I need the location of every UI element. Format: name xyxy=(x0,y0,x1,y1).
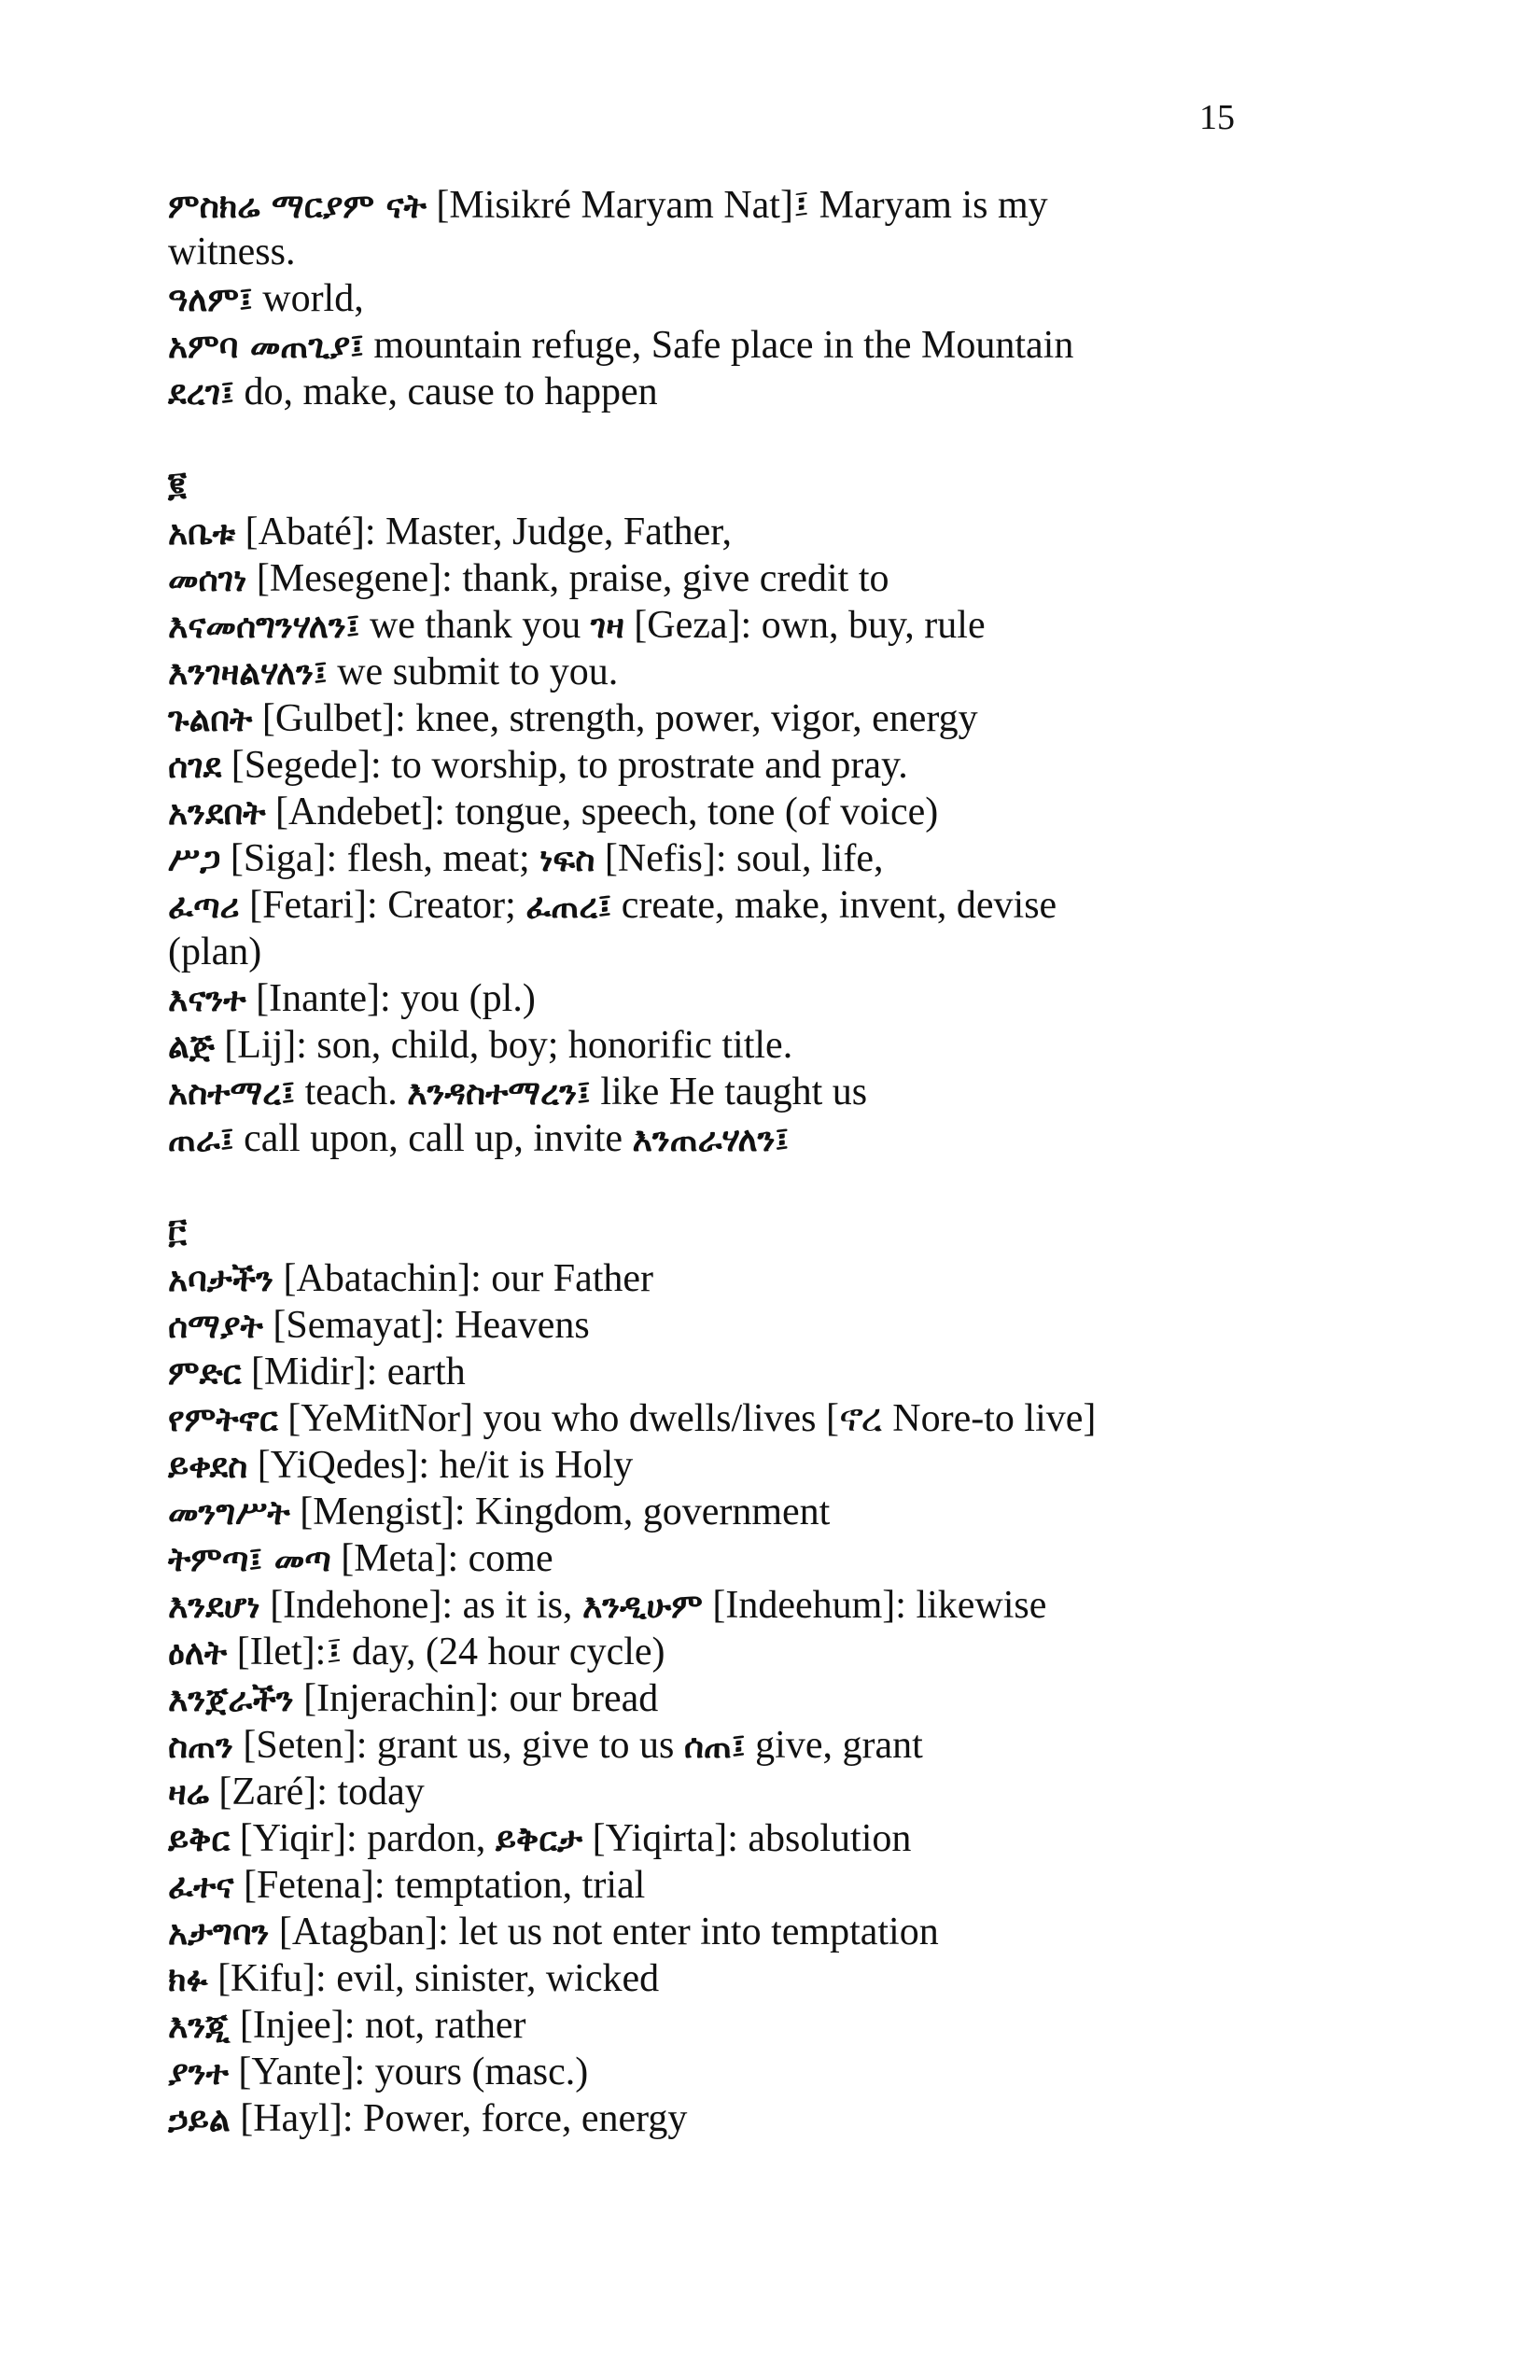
english-gloss: [Injerachin]: our bread xyxy=(293,1677,659,1720)
amharic-term: አንደበት xyxy=(168,794,266,833)
glossary-entry xyxy=(168,275,1359,322)
english-gloss: [Indehone]: as it is, xyxy=(259,1584,582,1627)
english-gloss: [Zaré]: today xyxy=(208,1771,425,1813)
glossary-entry xyxy=(168,1302,1359,1349)
amharic-term: እንደሆነ xyxy=(168,1588,260,1626)
english-gloss: [Siga]: flesh, meat; xyxy=(220,837,540,880)
glossary-entry xyxy=(168,929,1359,975)
english-gloss: [Atagban]: let us not enter into temptation xyxy=(269,1911,939,1953)
english-gloss: [Yante]: yours (masc.) xyxy=(228,2051,589,2093)
amharic-term: ይቅርታ xyxy=(495,1821,583,1859)
amharic-term: አታግባን xyxy=(168,1914,270,1953)
english-gloss: we submit to you. xyxy=(327,651,619,693)
english-gloss: [Injee]: not, rather xyxy=(230,2004,526,2047)
glossary-entry xyxy=(168,1022,1359,1069)
glossary-entry xyxy=(168,975,1359,1022)
english-gloss: [Segede]: to worship, to prostrate and pray. xyxy=(221,744,908,787)
glossary-entry xyxy=(168,1115,1359,1162)
amharic-term: እናንተ xyxy=(168,981,246,1019)
english-gloss: [Hayl]: Power, force, energy xyxy=(230,2097,688,2140)
amharic-term: መንግሥት xyxy=(168,1494,290,1533)
amharic-term: እንጠራሃለን፤ xyxy=(632,1121,790,1159)
amharic-term: ገዛ xyxy=(590,608,624,646)
english-gloss: [Andebet]: tongue, speech, tone (of voice) xyxy=(265,791,939,833)
glossary-entry xyxy=(168,1815,1359,1862)
amharic-term: ኃይል xyxy=(168,2101,231,2139)
english-gloss: [Misikré Maryam Nat]፤ Maryam is my xyxy=(426,184,1048,227)
glossary-entry xyxy=(168,835,1359,882)
glossary-entry xyxy=(168,602,1359,649)
english-gloss: world, xyxy=(252,277,364,320)
amharic-term: ይቀደስ xyxy=(168,1448,248,1486)
amharic-term: ጠራ፤ xyxy=(168,1121,234,1159)
glossary-entry xyxy=(168,789,1359,835)
section-numeral-3: ፫ xyxy=(168,1212,187,1251)
english-gloss: [Gulbet]: knee, strength, power, vigor, energy xyxy=(252,697,978,740)
glossary-section-2 xyxy=(168,509,1359,1162)
glossary-entry xyxy=(168,2002,1359,2049)
amharic-term: ፈጠረ፤ xyxy=(525,888,612,926)
english-gloss: mountain refuge, Safe place in the Mountain xyxy=(363,324,1074,367)
amharic-term: ነፍስ xyxy=(539,841,595,879)
amharic-term: ምድር xyxy=(168,1354,242,1393)
amharic-term: ያንተ xyxy=(168,2054,229,2093)
glossary-entry xyxy=(168,742,1359,789)
glossary-entry xyxy=(168,1909,1359,1955)
glossary-entry xyxy=(168,1069,1359,1115)
amharic-term: ስጠን xyxy=(168,1728,233,1766)
amharic-term: አምባ መጠጊያ፤ xyxy=(168,328,364,366)
amharic-term: እንዳስተማረን፤ xyxy=(407,1074,591,1113)
english-gloss: [Yiqir]: pardon, xyxy=(230,1817,496,1860)
glossary-entry xyxy=(168,509,1359,555)
english-gloss: [YeMitNor] you who dwells/lives [ኖረ Nore-to live] xyxy=(277,1397,1097,1440)
english-gloss: do, make, cause to happen xyxy=(234,371,658,413)
amharic-term: ምስክሬ ማርያም ናት xyxy=(168,188,427,226)
amharic-term: ሰገደ xyxy=(168,748,222,786)
amharic-term: የምትኖር xyxy=(168,1401,278,1439)
section-numeral-2: ፪ xyxy=(168,466,187,504)
amharic-term: መሰገነ xyxy=(168,561,247,599)
english-gloss: [Abatachin]: our Father xyxy=(273,1257,654,1300)
glossary-entry xyxy=(168,322,1359,369)
glossary-entry xyxy=(168,1862,1359,1909)
english-gloss: [Geza]: own, buy, rule xyxy=(623,604,986,647)
amharic-term: ዛሬ xyxy=(168,1774,209,1813)
glossary-entry xyxy=(168,229,1359,275)
glossary-entry xyxy=(168,882,1359,929)
glossary-entry xyxy=(168,1349,1359,1395)
english-gloss: [Inante]: you (pl.) xyxy=(245,977,536,1020)
amharic-term: ዓለም፤ xyxy=(168,281,253,319)
english-gloss: witness. xyxy=(168,231,296,273)
amharic-term: ፈጣሪ xyxy=(168,888,240,926)
amharic-term: ደረገ፤ xyxy=(168,374,234,413)
glossary-entry xyxy=(168,1582,1359,1629)
glossary-entry xyxy=(168,1535,1359,1582)
glossary-section-1 xyxy=(168,182,1359,415)
glossary-entry xyxy=(168,1955,1359,2002)
amharic-term: ሰጠ፤ xyxy=(683,1728,746,1766)
glossary-entry xyxy=(168,1629,1359,1675)
english-gloss: create, make, invent, devise xyxy=(611,884,1057,927)
english-gloss: [Lij]: son, child, boy; honorific title. xyxy=(214,1024,793,1067)
english-gloss: (plan) xyxy=(168,931,262,973)
english-gloss: [Midir]: earth xyxy=(241,1351,466,1393)
english-gloss: like He taught us xyxy=(590,1071,868,1113)
glossary-entry xyxy=(168,695,1359,742)
amharic-term: ይቅር xyxy=(168,1821,231,1859)
amharic-term: አቤቱ xyxy=(168,514,236,553)
glossary-entry xyxy=(168,1255,1359,1302)
amharic-term: ጉልበት xyxy=(168,701,253,739)
amharic-term: ክፉ xyxy=(168,1961,208,1999)
english-gloss: [Mesegene]: thank, praise, give credit to xyxy=(246,557,889,600)
glossary-entry xyxy=(168,1675,1359,1722)
page-number: 15 xyxy=(1199,98,1235,137)
amharic-term: ትምጣ፤ መጣ xyxy=(168,1541,331,1579)
english-gloss: call upon, call up, invite xyxy=(233,1117,633,1160)
english-gloss: [Semayat]: Heavens xyxy=(262,1304,590,1347)
amharic-term: እንጀራችን xyxy=(168,1681,294,1719)
english-gloss: [Kifu]: evil, sinister, wicked xyxy=(207,1957,660,2000)
amharic-term: ሥጋ xyxy=(168,841,221,879)
english-gloss: teach. xyxy=(295,1071,408,1113)
english-gloss: [Abaté]: Master, Judge, Father, xyxy=(235,511,733,553)
amharic-term: እንዲሁም xyxy=(581,1588,703,1626)
glossary-entry xyxy=(168,1395,1359,1442)
amharic-term: ዕለት xyxy=(168,1634,228,1673)
amharic-term: ልጅ xyxy=(168,1028,215,1066)
amharic-term: አስተማረ፤ xyxy=(168,1074,296,1113)
glossary-entry xyxy=(168,1489,1359,1535)
glossary-entry xyxy=(168,555,1359,602)
english-gloss: [Fetena]: temptation, trial xyxy=(233,1864,646,1907)
amharic-term: ፈተና xyxy=(168,1868,234,1906)
amharic-term: እንጂ xyxy=(168,2008,231,2046)
english-gloss: give, grant xyxy=(745,1724,923,1767)
english-gloss: [Ilet]:፤ day, (24 hour cycle) xyxy=(227,1631,665,1673)
english-gloss: [Nefis]: soul, life, xyxy=(595,837,884,880)
english-gloss: [Yiqirta]: absolution xyxy=(582,1817,912,1860)
glossary-entry xyxy=(168,2095,1359,2142)
glossary-entry xyxy=(168,1722,1359,1769)
english-gloss: [Indeehum]: likewise xyxy=(702,1584,1047,1627)
amharic-term: አባታችን xyxy=(168,1261,274,1299)
glossary-entry xyxy=(168,1769,1359,1815)
amharic-term: እንገዛልሃለን፤ xyxy=(168,654,328,693)
english-gloss: [Seten]: grant us, give to us xyxy=(232,1724,684,1767)
english-gloss: [Mengist]: Kingdom, government xyxy=(289,1491,831,1533)
glossary-content xyxy=(168,182,1359,2142)
english-gloss: we thank you xyxy=(359,604,591,647)
amharic-term: እናመሰግንሃለን፤ xyxy=(168,608,360,646)
english-gloss: [Meta]: come xyxy=(330,1537,553,1580)
glossary-section-3 xyxy=(168,1255,1359,2142)
glossary-entry xyxy=(168,649,1359,695)
english-gloss: [YiQedes]: he/it is Holy xyxy=(247,1444,634,1487)
glossary-entry xyxy=(168,369,1359,415)
glossary-entry xyxy=(168,1442,1359,1489)
amharic-term: ሰማያት xyxy=(168,1308,263,1346)
english-gloss: [Fetari]: Creator; xyxy=(239,884,526,927)
glossary-entry xyxy=(168,182,1359,229)
glossary-entry xyxy=(168,2049,1359,2095)
